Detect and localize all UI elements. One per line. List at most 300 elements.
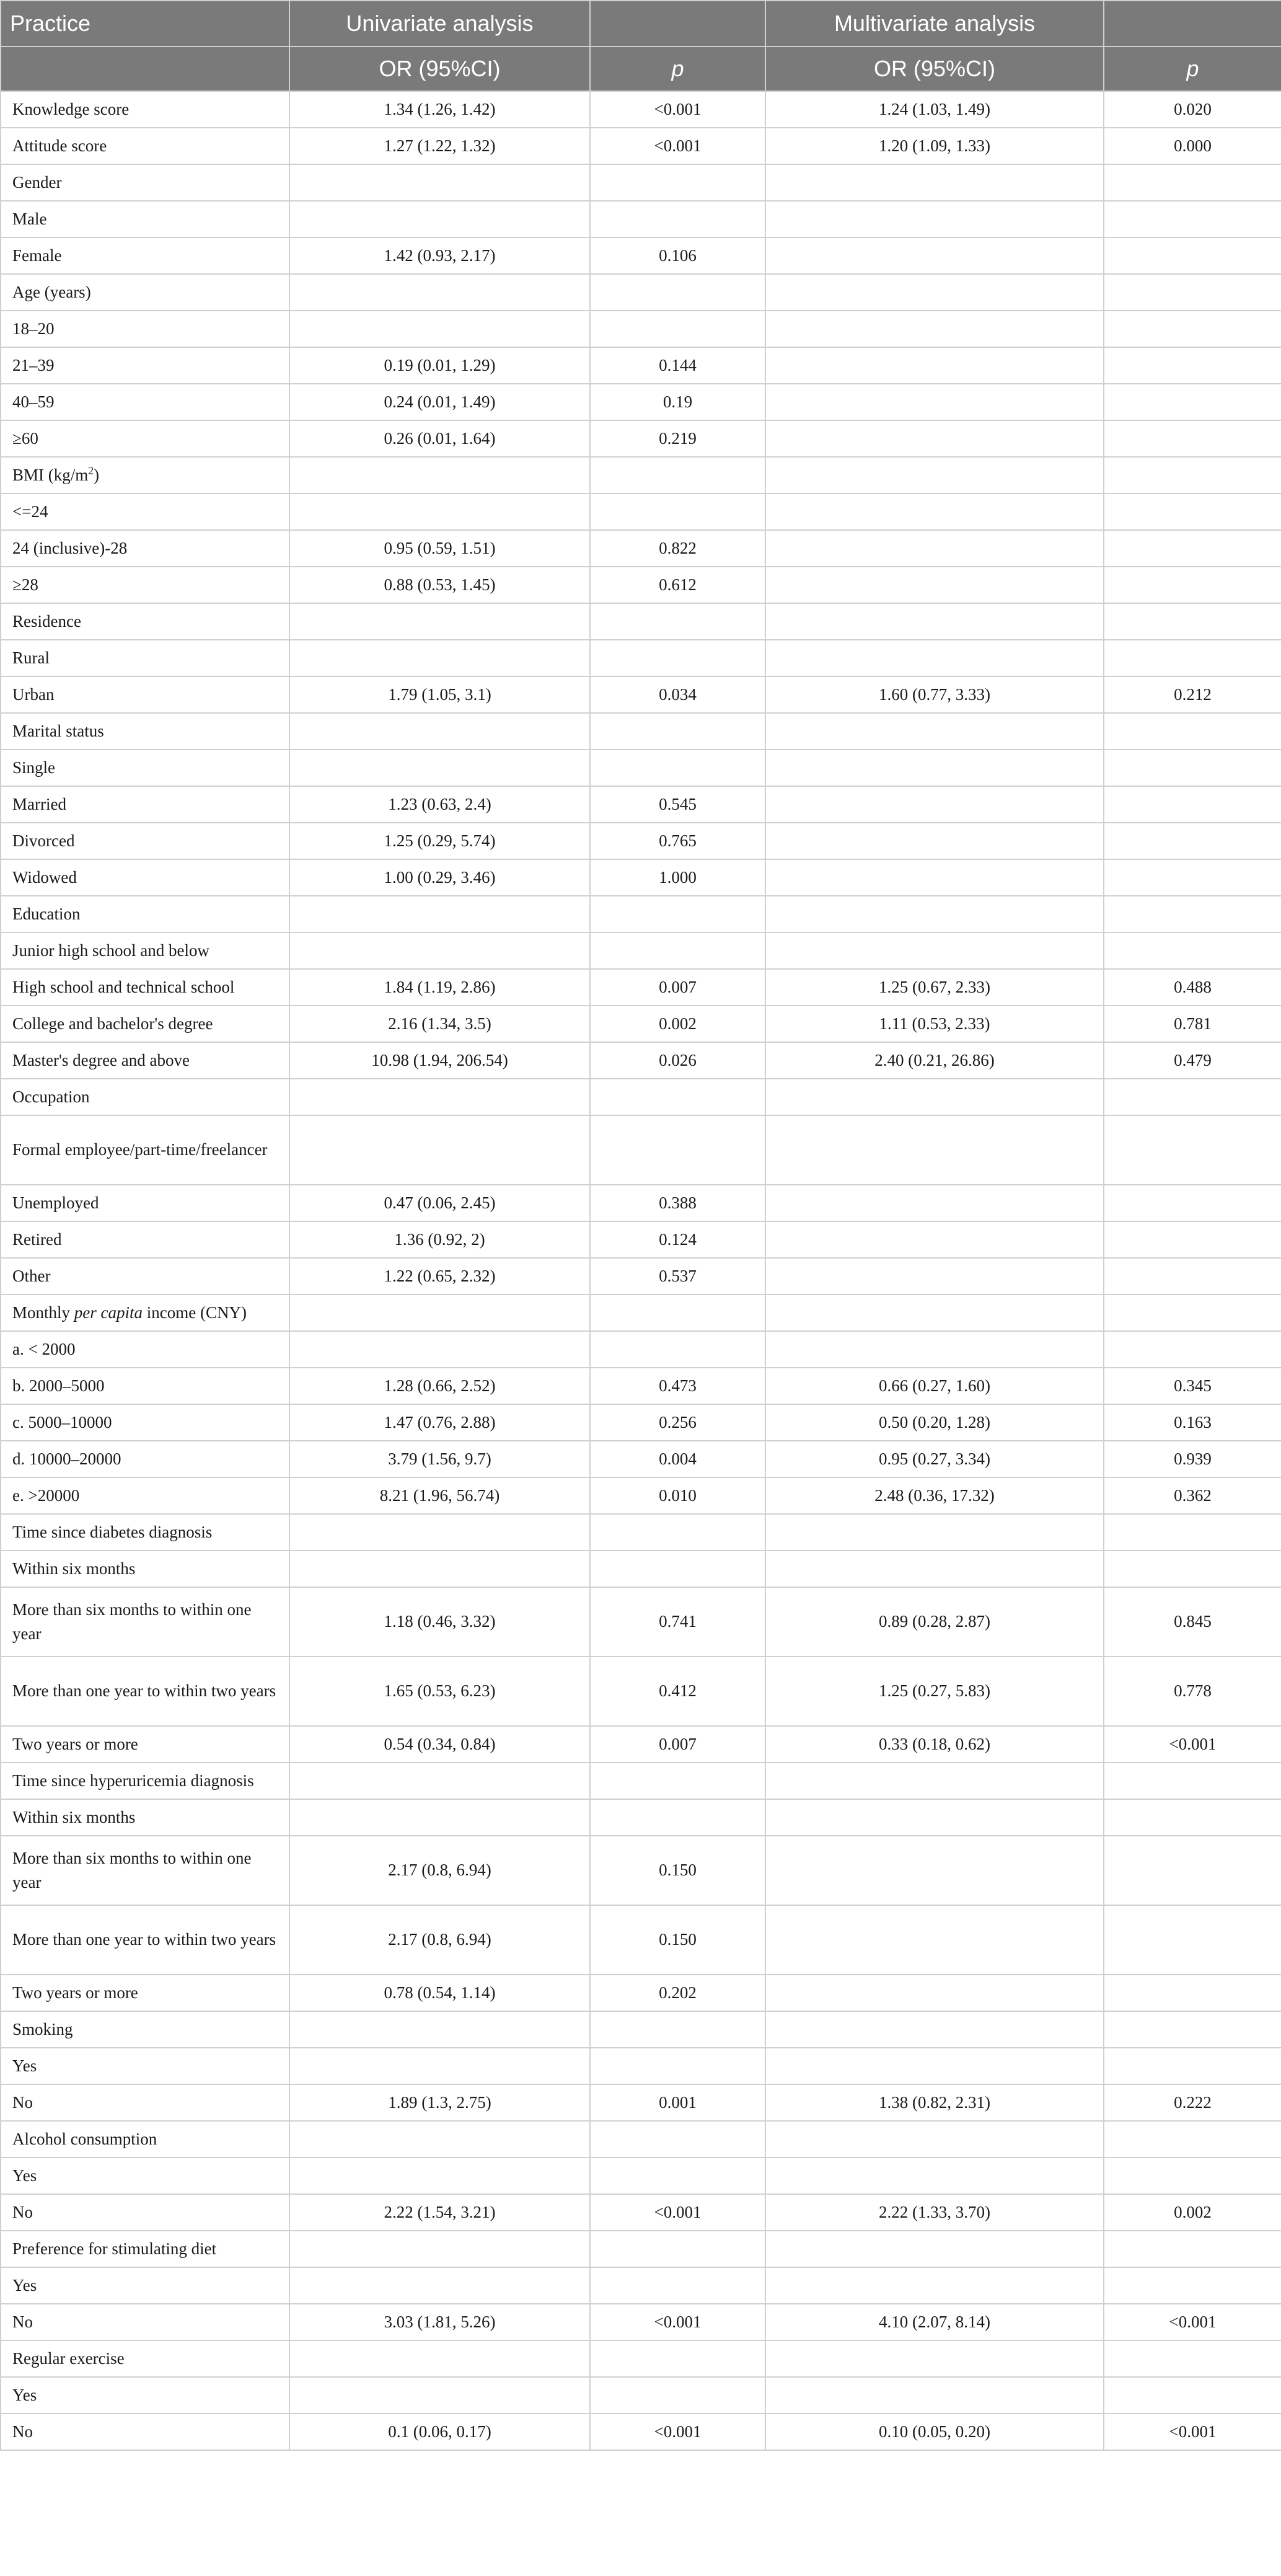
univariate-or-cell (289, 603, 590, 640)
table-row (1, 859, 1281, 896)
table-row (1, 1477, 1281, 1514)
univariate-p-cell: 0.026 (590, 1042, 765, 1079)
row-label: Female (1, 237, 289, 274)
univariate-or-cell: 0.24 (0.01, 1.49) (289, 384, 590, 420)
multivariate-or-cell (765, 1079, 1104, 1115)
multivariate-p-cell: 0.939 (1104, 1441, 1281, 1477)
univariate-or-cell (289, 2048, 590, 2084)
table-row (1, 1551, 1281, 1587)
univariate-p-cell: 0.007 (590, 1726, 765, 1763)
multivariate-or-cell (765, 1258, 1104, 1295)
table-row (1, 2340, 1281, 2377)
header-practice: Practice (1, 1, 289, 46)
table-row (1, 1221, 1281, 1258)
row-label: Within six months (1, 1799, 289, 1836)
row-label: 40–59 (1, 384, 289, 420)
multivariate-p-cell: <0.001 (1104, 2304, 1281, 2340)
univariate-or-cell (289, 494, 590, 530)
table-row (1, 1006, 1281, 1042)
univariate-p-cell: <0.001 (590, 128, 765, 164)
table-row (1, 969, 1281, 1006)
row-label: ≥60 (1, 420, 289, 457)
univariate-p-cell (590, 274, 765, 311)
univariate-p-cell: 0.002 (590, 1006, 765, 1042)
row-label: Other (1, 1258, 289, 1295)
univariate-or-cell: 2.17 (0.8, 6.94) (289, 1905, 590, 1975)
multivariate-or-cell: 1.25 (0.67, 2.33) (765, 969, 1104, 1006)
table-row (1, 2414, 1281, 2450)
multivariate-or-cell (765, 932, 1104, 969)
row-label: Two years or more (1, 1975, 289, 2011)
multivariate-or-cell (765, 713, 1104, 750)
row-label: Yes (1, 2377, 289, 2414)
multivariate-p-cell (1104, 1514, 1281, 1551)
multivariate-p-cell (1104, 494, 1281, 530)
table-row (1, 457, 1281, 494)
univariate-or-cell: 8.21 (1.96, 56.74) (289, 1477, 590, 1514)
univariate-p-cell (590, 1331, 765, 1368)
univariate-p-cell: 0.545 (590, 786, 765, 823)
multivariate-or-cell (765, 1514, 1104, 1551)
row-label: d. 10000–20000 (1, 1441, 289, 1477)
row-label: Yes (1, 2048, 289, 2084)
table-row (1, 676, 1281, 713)
univariate-p-cell (590, 603, 765, 640)
row-label: Divorced (1, 823, 289, 859)
row-label: Formal employee/part-time/freelancer (1, 1115, 289, 1185)
table-row (1, 567, 1281, 603)
row-label: No (1, 2304, 289, 2340)
row-label: Knowledge score (1, 91, 289, 128)
univariate-p-cell: 0.741 (590, 1587, 765, 1657)
row-label: High school and technical school (1, 969, 289, 1006)
table-row (1, 1975, 1281, 2011)
multivariate-p-cell: 0.020 (1104, 91, 1281, 128)
univariate-or-cell: 0.19 (0.01, 1.29) (289, 347, 590, 384)
row-label: Alcohol consumption (1, 2121, 289, 2158)
univariate-p-cell: 0.473 (590, 1368, 765, 1404)
univariate-p-cell: <0.001 (590, 2194, 765, 2231)
table-row (1, 530, 1281, 567)
multivariate-p-cell (1104, 786, 1281, 823)
univariate-or-cell (289, 1514, 590, 1551)
multivariate-p-cell (1104, 713, 1281, 750)
univariate-p-cell (590, 2121, 765, 2158)
multivariate-or-cell (765, 567, 1104, 603)
multivariate-p-cell: 0.345 (1104, 1368, 1281, 1404)
multivariate-p-cell (1104, 1799, 1281, 1836)
table-row (1, 750, 1281, 786)
univariate-p-cell (590, 2011, 765, 2048)
header-blank (590, 1, 765, 46)
row-label: Preference for stimulating diet (1, 2231, 289, 2267)
univariate-p-cell (590, 1551, 765, 1587)
table-row (1, 1441, 1281, 1477)
table-row (1, 128, 1281, 164)
multivariate-or-cell (765, 311, 1104, 347)
univariate-p-cell: 0.19 (590, 384, 765, 420)
multivariate-or-cell: 2.40 (0.21, 26.86) (765, 1042, 1104, 1079)
row-label: Gender (1, 164, 289, 201)
univariate-p-cell (590, 2048, 765, 2084)
multivariate-p-cell (1104, 237, 1281, 274)
univariate-or-cell (289, 2158, 590, 2194)
univariate-or-cell (289, 1551, 590, 1587)
univariate-p-cell: 0.150 (590, 1836, 765, 1905)
row-label: More than six months to within one year (1, 1836, 289, 1905)
univariate-or-cell (289, 896, 590, 932)
multivariate-or-cell: 0.66 (0.27, 1.60) (765, 1368, 1104, 1404)
univariate-p-cell (590, 311, 765, 347)
header-uni-p: p (590, 46, 765, 91)
univariate-or-cell: 1.18 (0.46, 3.32) (289, 1587, 590, 1657)
table-row (1, 1368, 1281, 1404)
table-row (1, 2267, 1281, 2304)
table-row (1, 2194, 1281, 2231)
univariate-or-cell: 0.26 (0.01, 1.64) (289, 420, 590, 457)
multivariate-or-cell: 1.20 (1.09, 1.33) (765, 128, 1104, 164)
multivariate-p-cell (1104, 2011, 1281, 2048)
row-label: No (1, 2084, 289, 2121)
table-row (1, 603, 1281, 640)
univariate-or-cell: 0.1 (0.06, 0.17) (289, 2414, 590, 2450)
multivariate-or-cell (765, 164, 1104, 201)
univariate-or-cell: 1.36 (0.92, 2) (289, 1221, 590, 1258)
multivariate-or-cell (765, 2267, 1104, 2304)
univariate-or-cell: 1.89 (1.3, 2.75) (289, 2084, 590, 2121)
univariate-or-cell: 1.27 (1.22, 1.32) (289, 128, 590, 164)
row-label-superscript: 2 (88, 464, 94, 477)
univariate-p-cell: 0.219 (590, 420, 765, 457)
univariate-or-cell (289, 2011, 590, 2048)
row-label: Single (1, 750, 289, 786)
row-label: More than one year to within two years (1, 1657, 289, 1726)
univariate-p-cell (590, 713, 765, 750)
header-blank (1104, 1, 1281, 46)
univariate-or-cell (289, 201, 590, 237)
multivariate-p-cell (1104, 823, 1281, 859)
multivariate-p-cell (1104, 457, 1281, 494)
univariate-or-cell: 0.78 (0.54, 1.14) (289, 1975, 590, 2011)
header-blank (1, 46, 289, 91)
multivariate-p-cell (1104, 530, 1281, 567)
table-row (1, 2231, 1281, 2267)
row-label: Married (1, 786, 289, 823)
row-label: More than six months to within one year (1, 1587, 289, 1657)
multivariate-p-cell (1104, 2121, 1281, 2158)
multivariate-p-cell (1104, 1763, 1281, 1799)
multivariate-p-cell (1104, 2340, 1281, 2377)
univariate-p-cell: 0.150 (590, 1905, 765, 1975)
multivariate-p-cell (1104, 1185, 1281, 1221)
multivariate-or-cell (765, 859, 1104, 896)
univariate-or-cell: 1.84 (1.19, 2.86) (289, 969, 590, 1006)
multivariate-p-cell (1104, 1221, 1281, 1258)
univariate-p-cell (590, 640, 765, 676)
row-label: b. 2000–5000 (1, 1368, 289, 1404)
header-multivariate: Multivariate analysis (765, 1, 1104, 46)
row-label: Education (1, 896, 289, 932)
multivariate-p-cell (1104, 1331, 1281, 1368)
multivariate-p-cell (1104, 2377, 1281, 2414)
table-row (1, 640, 1281, 676)
table-row (1, 1042, 1281, 1079)
row-label: e. >20000 (1, 1477, 289, 1514)
univariate-p-cell (590, 2158, 765, 2194)
table-row (1, 2048, 1281, 2084)
univariate-p-cell (590, 1295, 765, 1331)
table-row (1, 347, 1281, 384)
multivariate-or-cell (765, 786, 1104, 823)
univariate-or-cell: 3.79 (1.56, 9.7) (289, 1441, 590, 1477)
multivariate-p-cell (1104, 2231, 1281, 2267)
univariate-or-cell: 1.25 (0.29, 5.74) (289, 823, 590, 859)
univariate-p-cell: 0.004 (590, 1441, 765, 1477)
row-label (1, 1295, 289, 1331)
row-label-part: ) (94, 465, 100, 484)
table-row (1, 1726, 1281, 1763)
multivariate-or-cell: 1.11 (0.53, 2.33) (765, 1006, 1104, 1042)
multivariate-or-cell: 0.89 (0.28, 2.87) (765, 1587, 1104, 1657)
univariate-or-cell: 0.95 (0.59, 1.51) (289, 530, 590, 567)
row-label: College and bachelor's degree (1, 1006, 289, 1042)
row-label: Unemployed (1, 1185, 289, 1221)
row-label: Smoking (1, 2011, 289, 2048)
multivariate-or-cell: 0.95 (0.27, 3.34) (765, 1441, 1104, 1477)
multivariate-p-cell (1104, 1115, 1281, 1185)
univariate-or-cell (289, 2377, 590, 2414)
univariate-p-cell (590, 2377, 765, 2414)
univariate-or-cell (289, 1295, 590, 1331)
multivariate-p-cell: <0.001 (1104, 2414, 1281, 2450)
univariate-or-cell (289, 2121, 590, 2158)
univariate-p-cell: 0.412 (590, 1657, 765, 1726)
univariate-or-cell: 1.34 (1.26, 1.42) (289, 91, 590, 128)
univariate-p-cell: 0.106 (590, 237, 765, 274)
multivariate-or-cell (765, 1115, 1104, 1185)
table-row (1, 164, 1281, 201)
multivariate-or-cell: 1.38 (0.82, 2.31) (765, 2084, 1104, 2121)
multivariate-or-cell (765, 1905, 1104, 1975)
table-row (1, 1079, 1281, 1115)
table-row (1, 494, 1281, 530)
univariate-or-cell: 0.47 (0.06, 2.45) (289, 1185, 590, 1221)
univariate-p-cell: 0.034 (590, 676, 765, 713)
multivariate-p-cell (1104, 420, 1281, 457)
multivariate-or-cell (765, 494, 1104, 530)
table-row (1, 1258, 1281, 1295)
multivariate-p-cell (1104, 603, 1281, 640)
univariate-p-cell (590, 201, 765, 237)
multivariate-p-cell (1104, 1079, 1281, 1115)
multivariate-or-cell (765, 2011, 1104, 2048)
row-label-part: income (CNY) (143, 1303, 247, 1322)
univariate-or-cell: 1.23 (0.63, 2.4) (289, 786, 590, 823)
univariate-p-cell: <0.001 (590, 2304, 765, 2340)
multivariate-or-cell (765, 1551, 1104, 1587)
univariate-p-cell (590, 1799, 765, 1836)
table-row (1, 1836, 1281, 1905)
multivariate-or-cell: 2.48 (0.36, 17.32) (765, 1477, 1104, 1514)
univariate-p-cell (590, 494, 765, 530)
multivariate-p-cell (1104, 1905, 1281, 1975)
multivariate-p-cell (1104, 1836, 1281, 1905)
table-row (1, 1295, 1281, 1331)
univariate-or-cell (289, 713, 590, 750)
table-row (1, 420, 1281, 457)
table-row (1, 1905, 1281, 1975)
univariate-or-cell (289, 1331, 590, 1368)
row-label: 18–20 (1, 311, 289, 347)
univariate-p-cell: 0.256 (590, 1404, 765, 1441)
univariate-p-cell (590, 2340, 765, 2377)
multivariate-p-cell (1104, 1295, 1281, 1331)
univariate-p-cell (590, 164, 765, 201)
univariate-or-cell: 10.98 (1.94, 206.54) (289, 1042, 590, 1079)
multivariate-p-cell: 0.781 (1104, 1006, 1281, 1042)
univariate-p-cell: 0.202 (590, 1975, 765, 2011)
row-label (1, 457, 289, 494)
table-row (1, 201, 1281, 237)
univariate-p-cell (590, 2231, 765, 2267)
table-header (1, 1, 1281, 91)
multivariate-p-cell (1104, 932, 1281, 969)
multivariate-or-cell (765, 420, 1104, 457)
multivariate-or-cell (765, 274, 1104, 311)
univariate-or-cell (289, 457, 590, 494)
row-label: Within six months (1, 1551, 289, 1587)
row-label: Time since diabetes diagnosis (1, 1514, 289, 1551)
multivariate-or-cell: 1.60 (0.77, 3.33) (765, 676, 1104, 713)
header-multi-p: p (1104, 46, 1281, 91)
header-uni-or: OR (95%CI) (289, 46, 590, 91)
multivariate-or-cell: 0.33 (0.18, 0.62) (765, 1726, 1104, 1763)
table-body (1, 91, 1281, 2450)
row-label: ≥28 (1, 567, 289, 603)
multivariate-p-cell: 0.000 (1104, 128, 1281, 164)
univariate-or-cell (289, 164, 590, 201)
table-row (1, 311, 1281, 347)
table-row (1, 786, 1281, 823)
univariate-or-cell: 0.54 (0.34, 0.84) (289, 1726, 590, 1763)
univariate-or-cell (289, 1799, 590, 1836)
multivariate-or-cell (765, 457, 1104, 494)
univariate-p-cell: 0.612 (590, 567, 765, 603)
row-label: Urban (1, 676, 289, 713)
univariate-or-cell: 1.00 (0.29, 3.46) (289, 859, 590, 896)
multivariate-or-cell (765, 1295, 1104, 1331)
univariate-p-cell: 0.537 (590, 1258, 765, 1295)
multivariate-p-cell (1104, 1975, 1281, 2011)
row-label: c. 5000–10000 (1, 1404, 289, 1441)
table-row (1, 2121, 1281, 2158)
univariate-p-cell (590, 1514, 765, 1551)
row-label: Widowed (1, 859, 289, 896)
row-label-italic: per capita (74, 1303, 143, 1322)
multivariate-p-cell (1104, 2048, 1281, 2084)
multivariate-p-cell (1104, 750, 1281, 786)
univariate-p-cell: <0.001 (590, 91, 765, 128)
multivariate-p-cell: 0.479 (1104, 1042, 1281, 1079)
row-label: Attitude score (1, 128, 289, 164)
univariate-p-cell: 0.007 (590, 969, 765, 1006)
row-label: Age (years) (1, 274, 289, 311)
row-label-part: BMI (kg/m (12, 465, 89, 484)
multivariate-p-cell (1104, 2267, 1281, 2304)
multivariate-or-cell (765, 1975, 1104, 2011)
univariate-p-cell: 0.124 (590, 1221, 765, 1258)
row-label: No (1, 2194, 289, 2231)
multivariate-or-cell (765, 237, 1104, 274)
multivariate-or-cell (765, 1221, 1104, 1258)
multivariate-or-cell (765, 201, 1104, 237)
multivariate-or-cell (765, 2340, 1104, 2377)
multivariate-or-cell (765, 347, 1104, 384)
table-row (1, 1514, 1281, 1551)
table-row (1, 1115, 1281, 1185)
univariate-or-cell (289, 1115, 590, 1185)
table-row (1, 2084, 1281, 2121)
row-label: 24 (inclusive)-28 (1, 530, 289, 567)
multivariate-or-cell (765, 1836, 1104, 1905)
multivariate-p-cell: <0.001 (1104, 1726, 1281, 1763)
row-label: More than one year to within two years (1, 1905, 289, 1975)
univariate-or-cell: 0.88 (0.53, 1.45) (289, 567, 590, 603)
row-label: Yes (1, 2267, 289, 2304)
table-row (1, 274, 1281, 311)
univariate-p-cell: 0.010 (590, 1477, 765, 1514)
table-row (1, 384, 1281, 420)
row-label: Yes (1, 2158, 289, 2194)
multivariate-p-cell: 0.002 (1104, 2194, 1281, 2231)
multivariate-or-cell (765, 2377, 1104, 2414)
univariate-or-cell: 3.03 (1.81, 5.26) (289, 2304, 590, 2340)
multivariate-or-cell (765, 823, 1104, 859)
univariate-or-cell (289, 274, 590, 311)
header-univariate: Univariate analysis (289, 1, 590, 46)
header-multi-or: OR (95%CI) (765, 46, 1104, 91)
row-label: Rural (1, 640, 289, 676)
multivariate-or-cell (765, 1331, 1104, 1368)
table-row (1, 2304, 1281, 2340)
multivariate-or-cell (765, 603, 1104, 640)
univariate-p-cell (590, 2267, 765, 2304)
univariate-or-cell: 1.28 (0.66, 2.52) (289, 1368, 590, 1404)
table-row (1, 2377, 1281, 2414)
row-label-part: Monthly (12, 1303, 74, 1322)
multivariate-p-cell (1104, 1258, 1281, 1295)
multivariate-or-cell (765, 2121, 1104, 2158)
univariate-p-cell (590, 750, 765, 786)
multivariate-p-cell (1104, 201, 1281, 237)
multivariate-p-cell: 0.362 (1104, 1477, 1281, 1514)
multivariate-p-cell: 0.163 (1104, 1404, 1281, 1441)
row-label: Retired (1, 1221, 289, 1258)
univariate-or-cell (289, 2231, 590, 2267)
table-row (1, 1185, 1281, 1221)
row-label: Residence (1, 603, 289, 640)
row-label: Male (1, 201, 289, 237)
row-label: a. < 2000 (1, 1331, 289, 1368)
multivariate-or-cell: 1.24 (1.03, 1.49) (765, 91, 1104, 128)
multivariate-p-cell: 0.222 (1104, 2084, 1281, 2121)
multivariate-or-cell: 1.25 (0.27, 5.83) (765, 1657, 1104, 1726)
univariate-or-cell: 2.17 (0.8, 6.94) (289, 1836, 590, 1905)
univariate-or-cell (289, 1079, 590, 1115)
multivariate-p-cell (1104, 1551, 1281, 1587)
table-row (1, 1763, 1281, 1799)
univariate-p-cell (590, 457, 765, 494)
